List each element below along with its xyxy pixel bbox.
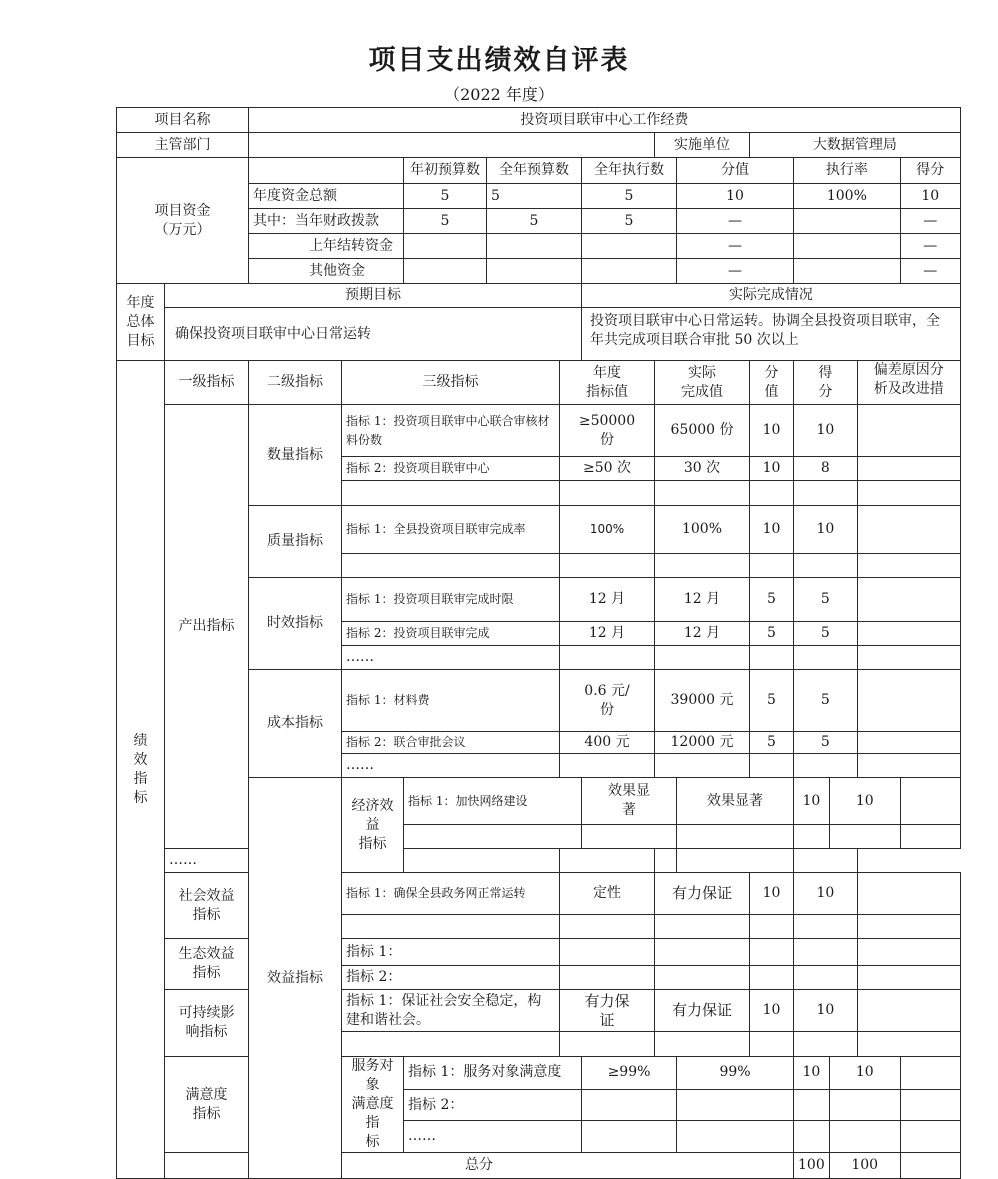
indicator-deviation bbox=[857, 732, 960, 754]
indicator-score-value: 10 bbox=[750, 457, 794, 481]
quality-indicator-label: 质量指标 bbox=[249, 506, 342, 578]
year-subtitle: （2022 年度） bbox=[444, 85, 554, 104]
dept-label: 主管部门 bbox=[117, 133, 249, 158]
indicator-actual: 39000 元 bbox=[655, 670, 750, 732]
funds-full bbox=[487, 259, 582, 284]
indicator-name: 指标 2：联合审批会议 bbox=[342, 732, 560, 754]
header-score-value: 分 值 bbox=[750, 361, 794, 405]
dept-value bbox=[249, 133, 655, 158]
total-row bbox=[117, 1153, 961, 1179]
indicator-row bbox=[117, 405, 961, 457]
indicator-actual: 30 次 bbox=[655, 457, 750, 481]
indicator-actual: 99% bbox=[677, 1057, 794, 1090]
indicator-name: 指标 2： bbox=[342, 966, 560, 990]
ellipsis-text: …… bbox=[165, 849, 404, 873]
funds-score-value: — bbox=[677, 209, 794, 234]
satisfaction-indicator-label: 满意度 指标 bbox=[165, 1057, 249, 1153]
indicator-score: 10 bbox=[794, 506, 858, 554]
funds-init bbox=[404, 234, 487, 259]
funds-exec bbox=[582, 234, 677, 259]
indicator-name: 指标 1：服务对象满意度 bbox=[404, 1057, 582, 1090]
service-satisfaction-label: 服务对象 满意度指 标 bbox=[342, 1057, 404, 1153]
indicator-target: 效果显 著 bbox=[582, 778, 677, 825]
indicator-row-ellipsis bbox=[117, 849, 961, 873]
timeliness-indicator-label: 时效指标 bbox=[249, 578, 342, 670]
funds-exec: 5 bbox=[582, 209, 677, 234]
indicator-deviation bbox=[857, 457, 960, 481]
sustainable-indicator-label: 可持续影 响指标 bbox=[165, 990, 249, 1057]
indicator-score: 10 bbox=[794, 873, 858, 915]
funds-score: 10 bbox=[900, 184, 960, 209]
ellipsis-text: …… bbox=[342, 754, 560, 778]
funds-row-label: 其他资金 bbox=[249, 259, 404, 284]
indicator-actual: 有力保证 bbox=[655, 990, 750, 1032]
indicator-deviation bbox=[857, 405, 960, 457]
header-deviation: 偏差原因分 析及改进措 bbox=[857, 361, 960, 405]
indicator-score: 5 bbox=[794, 578, 858, 622]
funds-header-rate: 执行率 bbox=[794, 158, 901, 184]
indicator-target: ≥50 次 bbox=[560, 457, 655, 481]
funds-score-value: — bbox=[677, 234, 794, 259]
funds-rate bbox=[794, 259, 901, 284]
actual-completion-header: 实际完成情况 bbox=[582, 284, 961, 308]
indicator-deviation bbox=[857, 622, 960, 646]
funds-exec: 5 bbox=[582, 184, 677, 209]
indicator-target: 定性 bbox=[560, 873, 655, 915]
indicator-score: 10 bbox=[794, 405, 858, 457]
indicator-score-value: 10 bbox=[794, 1057, 830, 1090]
funds-rate: 100% bbox=[794, 184, 901, 209]
funds-row-label: 上年结转资金 bbox=[249, 234, 404, 259]
total-label: 总分 bbox=[165, 1153, 794, 1179]
indicator-score: 5 bbox=[794, 622, 858, 646]
indicator-actual: 100% bbox=[655, 506, 750, 554]
indicator-name: 指标 1：全县投资项目联审完成率 bbox=[342, 506, 560, 554]
indicator-deviation bbox=[900, 778, 960, 825]
indicator-target: 100% bbox=[560, 506, 655, 554]
indicator-score-value: 10 bbox=[794, 778, 830, 825]
ellipsis-text: …… bbox=[342, 646, 560, 670]
indicator-actual: 12 月 bbox=[655, 578, 750, 622]
header-lvl2: 二级指标 bbox=[249, 361, 342, 405]
indicator-target: 400 元 bbox=[560, 732, 655, 754]
indicator-score: 5 bbox=[794, 732, 858, 754]
indicator-target: ≥99% bbox=[582, 1057, 677, 1090]
economic-indicator-label: 经济效益 指标 bbox=[342, 778, 404, 873]
indicator-deviation bbox=[857, 873, 960, 915]
indicator-actual: 12000 元 bbox=[655, 732, 750, 754]
social-indicator-label: 社会效益 指标 bbox=[165, 873, 249, 939]
funds-init: 5 bbox=[404, 184, 487, 209]
funds-init: 5 bbox=[404, 209, 487, 234]
indicator-score-value: 5 bbox=[750, 732, 794, 754]
indicator-row bbox=[117, 1057, 961, 1090]
indicator-score-value: 10 bbox=[750, 405, 794, 457]
indicator-name: 指标 2：投资项目联审中心 bbox=[342, 457, 560, 481]
indicator-name: 指标 1：投资项目联审完成时限 bbox=[342, 578, 560, 622]
indicator-name: 指标 2：投资项目联审完成 bbox=[342, 622, 560, 646]
header-score: 得 分 bbox=[794, 361, 858, 405]
funds-exec bbox=[582, 259, 677, 284]
funds-rate bbox=[794, 234, 901, 259]
project-name-value: 投资项目联审中心工作经费 bbox=[249, 108, 961, 133]
indicator-score-value: 5 bbox=[750, 622, 794, 646]
impl-unit-label: 实施单位 bbox=[655, 133, 750, 158]
indicator-deviation bbox=[857, 578, 960, 622]
header-lvl3: 三级指标 bbox=[342, 361, 560, 405]
benefit-indicator-label: 效益指标 bbox=[249, 778, 342, 1179]
funds-header-init: 年初预算数 bbox=[404, 158, 487, 184]
ecological-indicator-label: 生态效益 指标 bbox=[165, 939, 249, 990]
indicator-score-value: 5 bbox=[750, 670, 794, 732]
indicator-name: 指标 2： bbox=[404, 1089, 582, 1121]
funds-header-full: 全年预算数 bbox=[487, 158, 582, 184]
header-lvl1: 一级指标 bbox=[165, 361, 249, 405]
quantity-indicator-label: 数量指标 bbox=[249, 405, 342, 506]
indicator-actual: 12 月 bbox=[655, 622, 750, 646]
funds-score-value: 10 bbox=[677, 184, 794, 209]
indicator-score-value: 10 bbox=[750, 506, 794, 554]
indicator-score-value: 10 bbox=[750, 990, 794, 1032]
funds-header-exec: 全年执行数 bbox=[582, 158, 677, 184]
indicator-name: 指标 1：投资项目联审中心联合审核材料份数 bbox=[342, 405, 560, 457]
funds-header-blank bbox=[249, 158, 404, 184]
indicator-name: 指标 1：材料费 bbox=[342, 670, 560, 732]
self-evaluation-table bbox=[116, 107, 961, 1179]
expected-goal-header: 预期目标 bbox=[165, 284, 582, 308]
funds-row-label: 年度资金总额 bbox=[249, 184, 404, 209]
actual-completion-text: 投资项目联审中心日常运转。协调全县投资项目联审，全年共完成项目联合审批 50 次以上 bbox=[590, 313, 940, 348]
indicator-actual: 有力保证 bbox=[655, 873, 750, 915]
cost-indicator-label: 成本指标 bbox=[249, 670, 342, 778]
indicator-actual: 65000 份 bbox=[655, 405, 750, 457]
indicator-target: 有力保 证 bbox=[584, 992, 630, 1029]
indicator-name: 指标 1：加快网络建设 bbox=[404, 778, 582, 825]
expected-goal-text: 确保投资项目联审中心日常运转 bbox=[165, 308, 582, 361]
project-name-label: 项目名称 bbox=[117, 108, 249, 133]
funds-header-score: 得分 bbox=[900, 158, 960, 184]
indicator-target: ≥50000 份 bbox=[560, 405, 655, 457]
funds-score: — bbox=[900, 234, 960, 259]
impl-unit-value: 大数据管理局 bbox=[750, 133, 961, 158]
indicator-score: 10 bbox=[829, 1057, 900, 1090]
indicator-actual: 效果显著 bbox=[677, 778, 794, 825]
indicator-score: 10 bbox=[794, 990, 858, 1032]
indicator-deviation bbox=[857, 990, 960, 1032]
funds-full bbox=[487, 234, 582, 259]
funds-rate bbox=[794, 209, 901, 234]
total-score-value: 100 bbox=[794, 1153, 830, 1179]
perf-indicator-label: 绩 效 指 标 bbox=[117, 361, 165, 1179]
funds-score: — bbox=[900, 259, 960, 284]
funds-score-value: — bbox=[677, 259, 794, 284]
indicator-deviation bbox=[900, 1057, 960, 1090]
indicator-row bbox=[117, 990, 961, 1032]
header-actual: 实际 完成值 bbox=[655, 361, 750, 405]
overall-goal-label: 年度 总体 目标 bbox=[117, 284, 165, 361]
funds-header-score-value: 分值 bbox=[677, 158, 794, 184]
funds-init bbox=[404, 259, 487, 284]
funds-row-label: 其中：当年财政拨款 bbox=[249, 209, 404, 234]
page-title: 项目支出绩效自评表 bbox=[368, 45, 630, 76]
indicator-name: 指标 1：保证社会安全稳定，构建和谐社会。 bbox=[346, 993, 542, 1028]
indicator-deviation bbox=[857, 670, 960, 732]
total-deviation bbox=[900, 1153, 960, 1179]
indicator-score-value: 5 bbox=[750, 578, 794, 622]
indicator-name: 指标 1： bbox=[342, 939, 560, 966]
funds-full: 5 bbox=[487, 209, 582, 234]
funds-score: — bbox=[900, 209, 960, 234]
funds-full: 5 bbox=[487, 184, 582, 209]
header-target: 年度 指标值 bbox=[560, 361, 655, 405]
indicator-row bbox=[117, 873, 961, 915]
indicator-target: 12 月 bbox=[560, 578, 655, 622]
total-score: 100 bbox=[829, 1153, 900, 1179]
funds-label: 项目资金 （万元） bbox=[117, 158, 249, 284]
ellipsis-text: …… bbox=[404, 1121, 582, 1153]
indicator-score-value: 10 bbox=[750, 873, 794, 915]
indicator-target: 12 月 bbox=[560, 622, 655, 646]
indicator-score: 8 bbox=[794, 457, 858, 481]
indicator-score: 10 bbox=[829, 778, 900, 825]
indicator-score: 5 bbox=[794, 670, 858, 732]
output-indicator-label: 产出指标 bbox=[165, 405, 249, 849]
indicator-deviation bbox=[857, 506, 960, 554]
indicator-target: 0.6 元/ 份 bbox=[560, 670, 655, 732]
indicator-name: 指标 1：确保全县政务网正常运转 bbox=[342, 873, 560, 915]
indicator-row bbox=[117, 939, 961, 966]
